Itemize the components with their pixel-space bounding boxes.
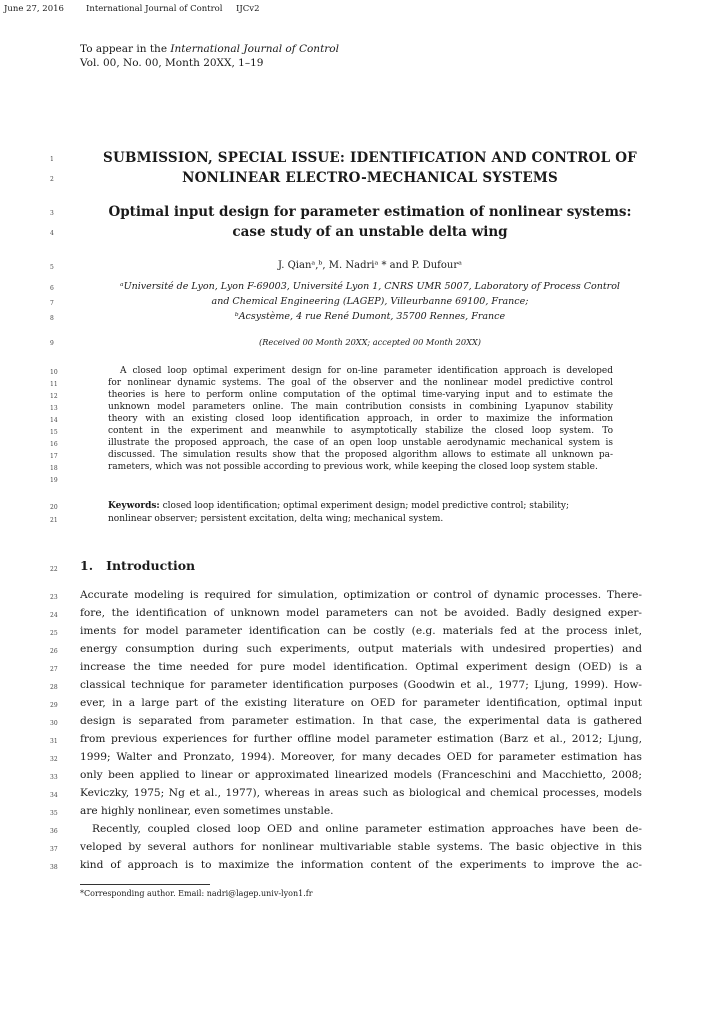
body-line: Accurate modeling is required for simulation, optimization or control of dynamic processes. There- [80,589,642,601]
body-line: veloped by several authors for nonlinear multivariable stable systems. The basic objective in this [80,841,642,853]
line-number: 2 [50,176,54,183]
keywords-text-1: closed loop identification; optimal experiment design; model predictive control; stability; [162,501,570,511]
appear-line-2: Vol. 00, No. 00, Month 20XX, 1–19 [80,57,264,69]
body-line: only been applied to linear or approximated linearized models (Franceschini and Macchietto, 2008; [80,769,642,781]
abstract-line: theory with an existing closed loop identification approach, in order to maximize the information [108,414,613,424]
abstract-line: for nonlinear dynamic systems. The goal of the observer and the nonlinear model predictive control [108,378,613,388]
line-number: 1 [50,156,54,163]
line-number: 3 [50,210,54,217]
abstract-line: illustrate the proposed approach, the case of an open loop unstable aerodynamic mechanical system is [108,438,613,448]
body-line: fore, the identification of unknown model parameters can not be avoided. Badly designed exper- [80,607,642,619]
line-number: 8 [50,315,54,322]
section-heading [80,558,195,573]
line-number: 33 [50,774,58,781]
special-issue-title-line-2: NONLINEAR ELECTRO-MECHANICAL SYSTEMS [182,170,558,186]
keywords-line-1 [108,501,613,511]
line-number: 37 [50,846,58,853]
body-line: kind of approach is to maximize the information content of the experiments to improve the ac- [80,859,642,871]
footnote-rule [80,884,210,885]
affiliation-line-3: ᵇAcsystème, 4 rue René Dumont, 35700 Rennes, France [234,311,506,322]
abstract-line: A closed loop optimal experiment design for on-line parameter identification approach is developed [120,366,613,376]
line-number: 38 [50,864,58,871]
body-line: increase the time needed for pure model identification. Optimal experiment design (OED) is a [80,661,642,673]
line-number: 31 [50,738,58,745]
abstract-line: content in the experiment and meanwhile to asymptotically stabilize the closed loop system. To [108,426,613,436]
line-number: 28 [50,684,58,691]
line-number: 4 [50,230,54,237]
section-number: 1. [80,558,94,573]
line-number: 12 [50,393,58,400]
line-number: 18 [50,465,58,472]
body-line: energy consumption during such experiments, output materials with undesired properties) and [80,643,642,655]
affiliation-line-2: and Chemical Engineering (LAGEP), Villeurbanne 69100, France; [211,296,529,307]
line-number: 25 [50,630,58,637]
body-line: classical technique for parameter identification purposes (Goodwin et al., 1977; Ljung, 1999). How- [80,679,642,691]
line-number: 7 [50,300,54,307]
line-number: 21 [50,517,58,524]
running-header-code: IJCv2 [236,4,260,14]
line-number: 32 [50,756,58,763]
body-line: Keviczky, 1975; Ng et al., 1977), whereas in areas such as biological and chemical processes, models [80,787,642,799]
line-number: 36 [50,828,58,835]
footnote: *Corresponding author. Email: nadri@lagep.univ-lyon1.fr [80,889,313,898]
abstract-line: discussed. The simulation results show that the proposed algorithm allows to estimate all unknown pa- [108,450,613,460]
line-number: 14 [50,417,58,424]
line-number: 10 [50,369,58,376]
body-line: Recently, coupled closed loop OED and online parameter estimation approaches have been de- [92,823,642,835]
abstract-line: theories is here to perform online computation of the optimal time-varying input and to estimate the [108,390,613,400]
keywords-label: Keywords: [108,501,160,511]
line-number: 26 [50,648,58,655]
line-number: 17 [50,453,58,460]
line-number: 15 [50,429,58,436]
paper-title-line-1: Optimal input design for parameter estimation of nonlinear systems: [108,204,632,220]
line-number: 22 [50,566,58,573]
line-number: 13 [50,405,58,412]
line-number: 11 [50,381,58,388]
running-header-date: June 27, 2016 [4,4,64,14]
running-header-journal: International Journal of Control [86,4,223,14]
appear-line-1 [80,42,339,56]
line-number: 6 [50,285,54,292]
line-number: 34 [50,792,58,799]
line-number: 20 [50,504,58,511]
affiliation-line-1: ᵃUniversité de Lyon, Lyon F-69003, Université Lyon 1, CNRS UMR 5007, Laboratory of Process Control [120,281,620,292]
line-number: 9 [50,340,54,347]
line-number: 35 [50,810,58,817]
abstract-line: rameters, which was not possible according to previous work, while keeping the closed loop system stable. [108,462,598,472]
appear-prefix: To appear in the [80,43,171,55]
body-line: iments for model parameter identification can be costly (e.g. materials fed at the process inlet, [80,625,642,637]
line-number: 30 [50,720,58,727]
keywords-line-2: nonlinear observer; persistent excitation, delta wing; mechanical system. [108,514,444,524]
body-line: 1999; Walter and Pronzato, 1994). Moreover, for many decades OED for parameter estimation has [80,751,642,763]
body-line: design is separated from parameter estimation. In that case, the experimental data is gathered [80,715,642,727]
appear-journal: International Journal of Control [170,43,339,55]
body-line: from previous experiences for further offline model parameter estimation (Barz et al., 2012; Ljung, [80,733,642,745]
paper-title-line-2: case study of an unstable delta wing [232,224,508,240]
line-number: 5 [50,264,54,271]
authors: J. Qianᵃ,ᵇ, M. Nadriᵃ * and P. Dufourᵃ [278,260,462,271]
special-issue-title-line-1: SUBMISSION, SPECIAL ISSUE: IDENTIFICATION AND CONTROL OF [103,150,637,166]
line-number: 16 [50,441,58,448]
section-title: Introduction [106,558,196,573]
line-number: 19 [50,477,58,484]
body-line: ever, in a large part of the existing literature on OED for parameter identification, optimal input [80,697,642,709]
line-number: 23 [50,594,58,601]
received-dates: (Received 00 Month 20XX; accepted 00 Month 20XX) [259,337,481,347]
line-number: 29 [50,702,58,709]
line-number: 27 [50,666,58,673]
line-number: 24 [50,612,58,619]
body-line: are highly nonlinear, even sometimes unstable. [80,805,334,817]
abstract-line: unknown model parameters online. The main contribution consists in combining Lyapunov stability [108,402,613,412]
